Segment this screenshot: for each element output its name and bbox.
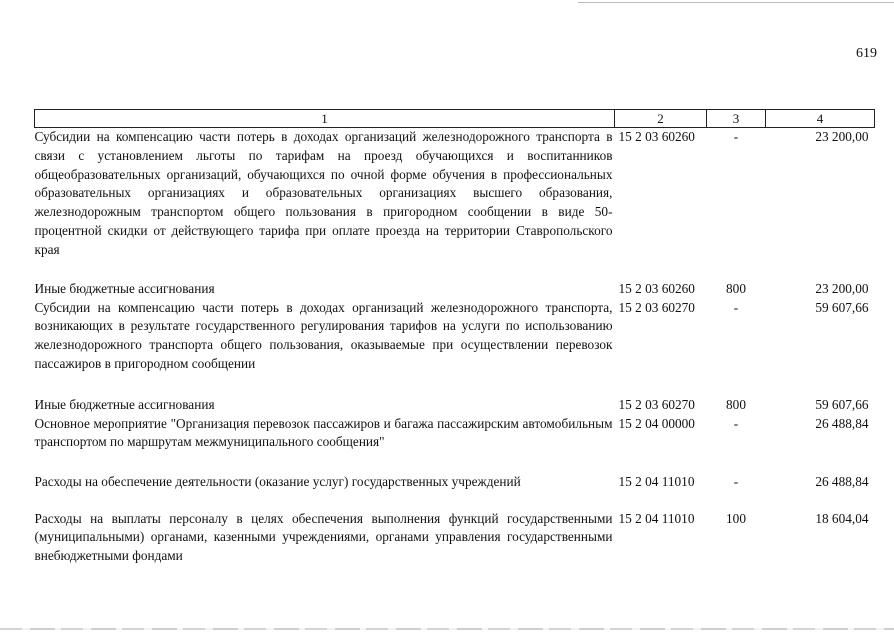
row-vr: - bbox=[733, 473, 739, 489]
row-sum: 23 200,00 bbox=[815, 129, 869, 144]
row-vr: 100 bbox=[726, 510, 746, 526]
table-row bbox=[35, 473, 875, 510]
row-code: 15 2 03 60270 bbox=[618, 396, 695, 412]
row-name: Иные бюджетные ассигнования bbox=[34, 396, 215, 412]
table-row bbox=[35, 280, 875, 299]
row-code: 15 2 03 60270 bbox=[618, 299, 695, 315]
header-col-1: 1 bbox=[35, 110, 615, 128]
row-sum: 26 488,84 bbox=[815, 415, 869, 431]
row-code: 15 2 03 60260 bbox=[618, 129, 695, 144]
row-sum: 26 488,84 bbox=[815, 473, 869, 489]
row-name: Основное мероприятие "Организация перевозок пассажиров и багажа пассажирским автомобильным транспортом по маршрутам межмуниципального сообщения" bbox=[34, 415, 613, 450]
row-name: Субсидии на компенсацию части потерь в доходах организаций железнодорожного транспорта в связи с установлением льготы по тарифам на проезд обучающихся и воспитанников общеобразовательных организаций, обучающихся по очной форме обучения в профессиональных образовательных организациях и образовательных организациях высшего образования, железнодорожным транспортом общего пользования в пригородном сообщении в виде 50-процентной скидки от действующего тарифа при оплате проезда на территории Ставропольского края bbox=[34, 129, 613, 257]
row-sum: 23 200,00 bbox=[815, 280, 869, 296]
row-vr: - bbox=[733, 299, 739, 315]
table-row bbox=[35, 510, 875, 570]
header-col-4: 4 bbox=[766, 110, 875, 128]
row-sum: 59 607,66 bbox=[815, 396, 869, 412]
table-row bbox=[35, 396, 875, 415]
scan-artifact-bottom bbox=[0, 628, 894, 630]
header-col-2: 2 bbox=[615, 110, 707, 128]
row-code: 15 2 04 00000 bbox=[618, 415, 695, 431]
row-name: Субсидии на компенсацию части потерь в доходах организаций железнодорожного транспорта, возникающих в результате государственного регулирования тарифов на услуги по использованию железнодорожного транспорта общего пользования, оказываемые при осуществлении перевозок пассажиров в пригородном сообщении bbox=[34, 299, 613, 371]
row-sum: 59 607,66 bbox=[815, 299, 869, 315]
budget-table bbox=[34, 109, 875, 570]
row-vr: 800 bbox=[726, 280, 746, 296]
row-vr: - bbox=[733, 415, 739, 431]
header-col-3: 3 bbox=[707, 110, 766, 128]
row-vr: - bbox=[733, 129, 739, 144]
row-name: Иные бюджетные ассигнования bbox=[34, 280, 215, 296]
page-number: 619 bbox=[856, 46, 877, 61]
row-code: 15 2 04 11010 bbox=[618, 510, 695, 526]
table-body bbox=[35, 128, 875, 570]
row-name: Расходы на выплаты персоналу в целях обеспечения выполнения функций государственными (муниципальными) органами, казенными учреждениями, органами управления государственными внебюджетными фондами bbox=[34, 510, 613, 564]
table-row bbox=[35, 128, 875, 280]
table-row bbox=[35, 299, 875, 396]
table-row bbox=[35, 415, 875, 473]
scan-artifact-top bbox=[578, 2, 894, 3]
row-sum: 18 604,04 bbox=[815, 510, 869, 526]
header-row bbox=[35, 110, 875, 128]
table-header bbox=[35, 110, 875, 128]
row-vr: 800 bbox=[726, 396, 746, 412]
row-code: 15 2 03 60260 bbox=[618, 280, 695, 296]
row-code: 15 2 04 11010 bbox=[618, 473, 695, 489]
row-name: Расходы на обеспечение деятельности (оказание услуг) государственных учреждений bbox=[34, 473, 521, 489]
